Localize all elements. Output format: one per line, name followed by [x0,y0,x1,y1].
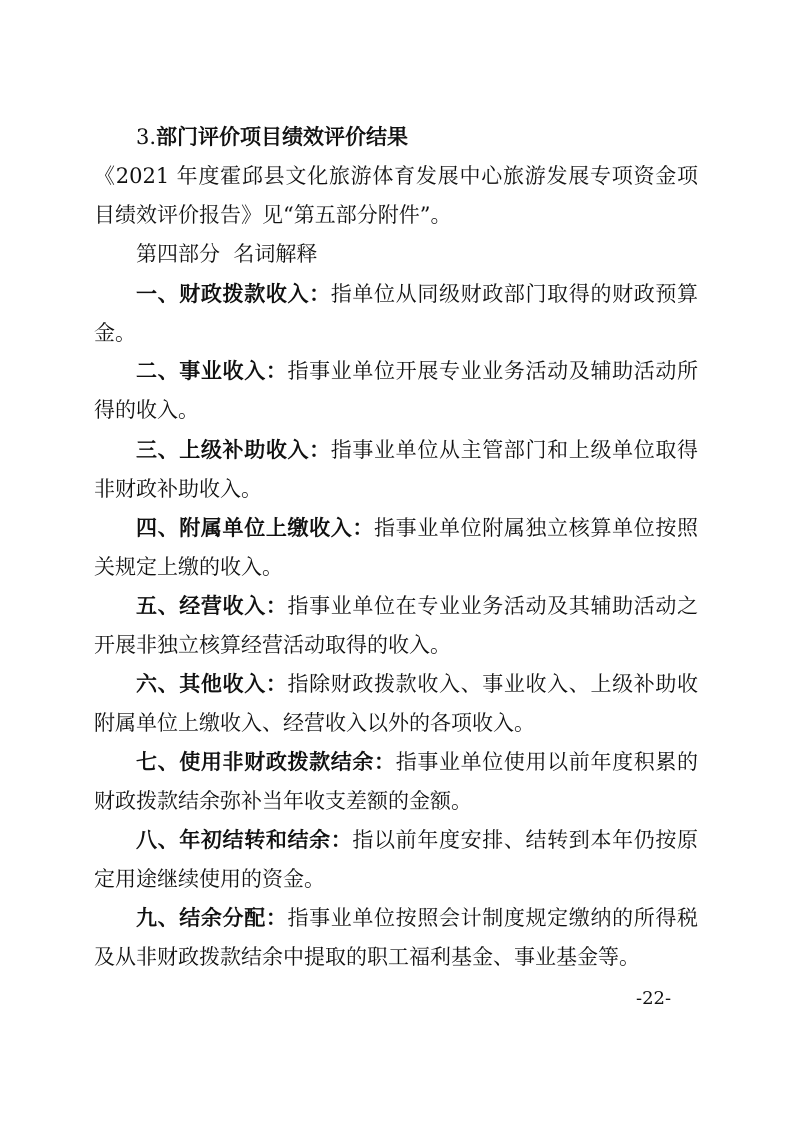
term-6-definition-start: 指除财政拨款收入、事业收入、上级补助收 [287,672,698,696]
term-8-line2: 定用途继续使用的资金。 [94,867,325,891]
term-5-title: 五、经营收入： [136,593,288,618]
term-7-line1 [136,747,698,777]
term-1-line1 [136,279,698,309]
term-5-line2: 开展非独立核算经营活动取得的收入。 [94,633,451,657]
part4-heading: 第四部分 名词解释 [136,242,318,266]
term-9-definition-start: 指事业单位按照会计制度规定缴纳的所得税 [287,906,698,930]
term-7-line2: 财政拨款结余弥补当年收支差额的金额。 [94,789,472,813]
page-number: -22- [636,988,672,1009]
term-4-line2: 关规定上缴的收入。 [94,555,283,579]
term-3-line2: 非财政补助收入。 [94,477,262,501]
term-4-line1 [136,513,698,543]
term-5-definition-start: 指事业单位在专业业务活动及其辅助活动之 [287,594,698,618]
term-8-definition-start: 指以前年度安排、结转到本年仍按原 [352,828,698,852]
term-5-line1 [136,591,698,621]
term-3-line1 [136,435,698,465]
term-1-line2: 金。 [94,321,136,345]
term-6-line1 [136,669,698,699]
term-9-title: 九、结余分配： [136,905,288,930]
term-9-line2: 及从非财政拨款结余中提取的职工福利基金、事业基金等。 [94,945,640,969]
term-2-title: 二、事业收入： [136,358,288,383]
term-7-title: 七、使用非财政拨款结余： [136,749,396,774]
term-4-definition-start: 指事业单位附属独立核算单位按照 [374,516,698,540]
term-8-line1 [136,825,698,855]
term-3-title: 三、上级补助收入： [136,437,331,462]
term-2-line2: 得的收入。 [94,398,199,422]
section3-paragraph-line2: 目绩效评价报告》见“第五部分附件”。 [94,203,452,227]
section3-heading-text: 部门评价项目绩效评价结果 [156,124,409,149]
section3-heading [136,122,696,152]
term-1-title: 一、财政拨款收入： [136,281,331,306]
term-6-line2: 附属单位上缴收入、经营收入以外的各项收入。 [94,711,535,735]
term-8-title: 八、年初结转和结余： [136,827,353,852]
term-6-title: 六、其他收入： [136,671,288,696]
term-4-title: 四、附属单位上缴收入： [136,515,375,540]
term-2-definition-start: 指事业单位开展专业业务活动及辅助活动所 [287,359,698,383]
term-9-line1 [136,903,698,933]
section3-heading-number: 3. [136,125,157,149]
term-2-line1 [136,356,698,386]
term-7-definition-start: 指事业单位使用以前年度积累的 [395,750,698,774]
term-1-definition-start: 指单位从同级财政部门取得的财政预算 [330,282,698,306]
term-3-definition-start: 指事业单位从主管部门和上级单位取得 [330,438,698,462]
section3-paragraph-line1: 《2021 年度霍邱县文化旅游体育发展中心旅游发展专项资金项 [94,164,698,188]
